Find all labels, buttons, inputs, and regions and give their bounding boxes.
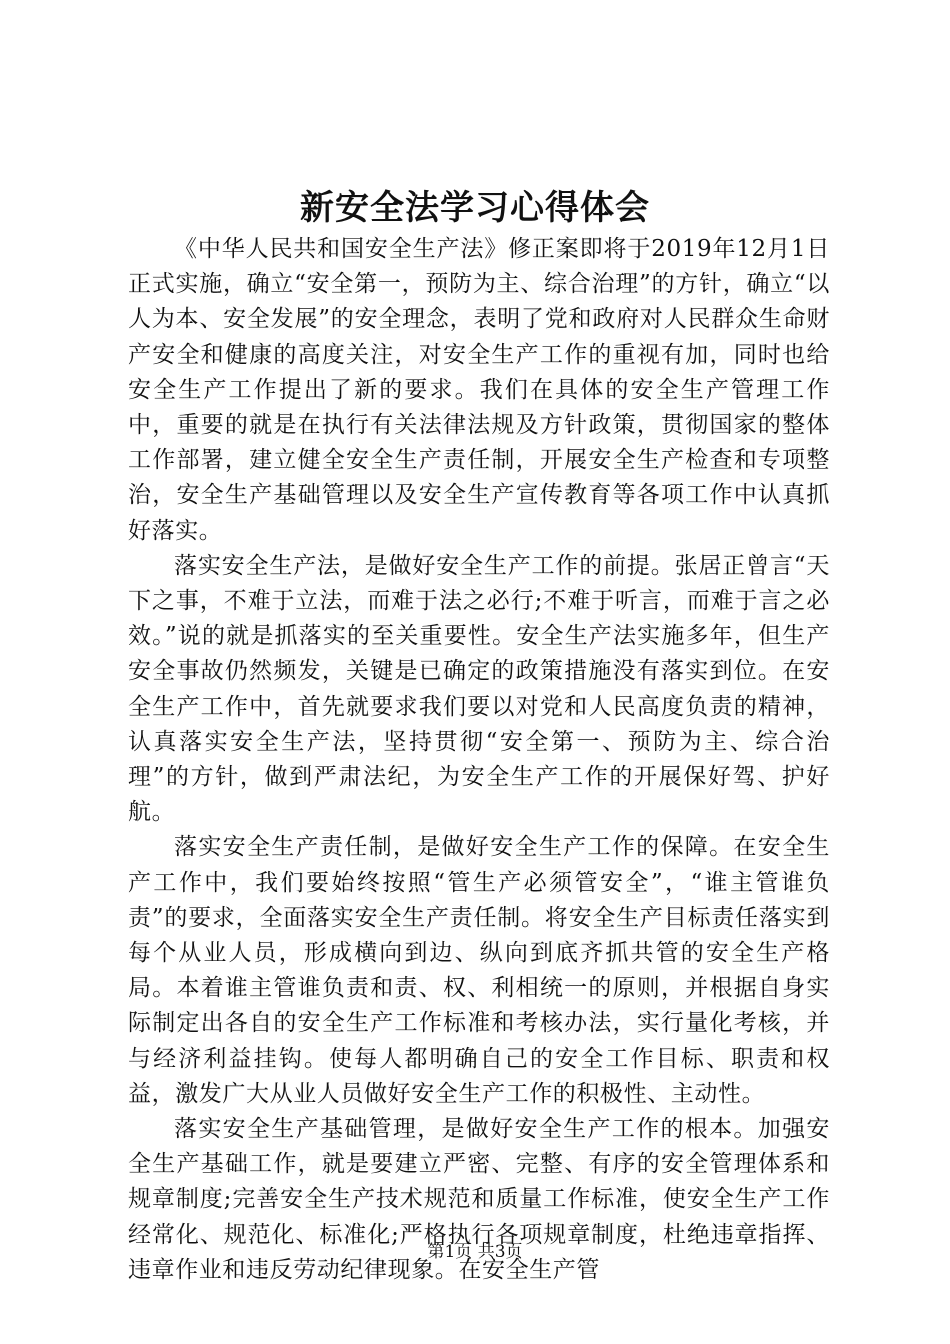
page-number-footer: 第1页 共3页 [427, 1242, 523, 1262]
paragraph-1: 《中华人民共和国安全生产法》修正案即将于2019年12月1日正式实施，确立“安全第一，预防为主、综合治理”的方针，确立“以人为本、安全发展”的安全理念，表明了党和政府对人民群众生命财产安全和健康的高度关注，对安全生产工作的重视有加，同时也给安全生产工作提出了新的要求。我们在具体的安全生产管理工作中，重要的就是在执行有关法律法规及方针政策，贯彻国家的整体工作部署，建立健全安全生产责任制，开展安全生产检查和专项整治，安全生产基础管理以及安全生产宣传教育等各项工作中认真抓好落实。 [128, 236, 830, 544]
paragraph-4: 落实安全生产基础管理，是做好安全生产工作的根本。加强安全生产基础工作，就是要建立严密、完整、有序的安全管理体系和规章制度;完善安全生产技术规范和质量工作标准，使安全生产工作经常化、规范化、标准化;严格执行各项规章制度，杜绝违章指挥、违章作业和违反劳动纪律现象。在安全生产管 [128, 1116, 830, 1283]
document-body [128, 232, 830, 1288]
paragraph-3: 落实安全生产责任制，是做好安全生产工作的保障。在安全生产工作中，我们要始终按照“管生产必须管安全”，“谁主管谁负责”的要求，全面落实安全生产责任制。将安全生产目标责任落实到每个从业人员，形成横向到边、纵向到底齐抓共管的安全生产格局。本着谁主管谁负责和责、权、利相统一的原则，并根据自身实际制定出各自的安全生产工作标准和考核办法，实行量化考核，并与经济利益挂钩。使每人都明确自己的安全工作目标、职责和权益，激发广大从业人员做好安全生产工作的积极性、主动性。 [128, 834, 830, 1107]
document-title: 新安全法学习心得体会 [300, 188, 650, 228]
paragraph-2: 落实安全生产法，是做好安全生产工作的前提。张居正曾言“天下之事，不难于立法，而难于法之必行;不难于听言，而难于言之必效。”说的就是抓落实的至关重要性。安全生产法实施多年，但生产安全事故仍然频发，关键是已确定的政策措施没有落实到位。在安全生产工作中，首先就要求我们要以对党和人民高度负责的精神，认真落实安全生产法，坚持贯彻“安全第一、预防为主、综合治理”的方针，做到严肃法纪，为安全生产工作的开展保好驾、护好航。 [128, 552, 830, 826]
